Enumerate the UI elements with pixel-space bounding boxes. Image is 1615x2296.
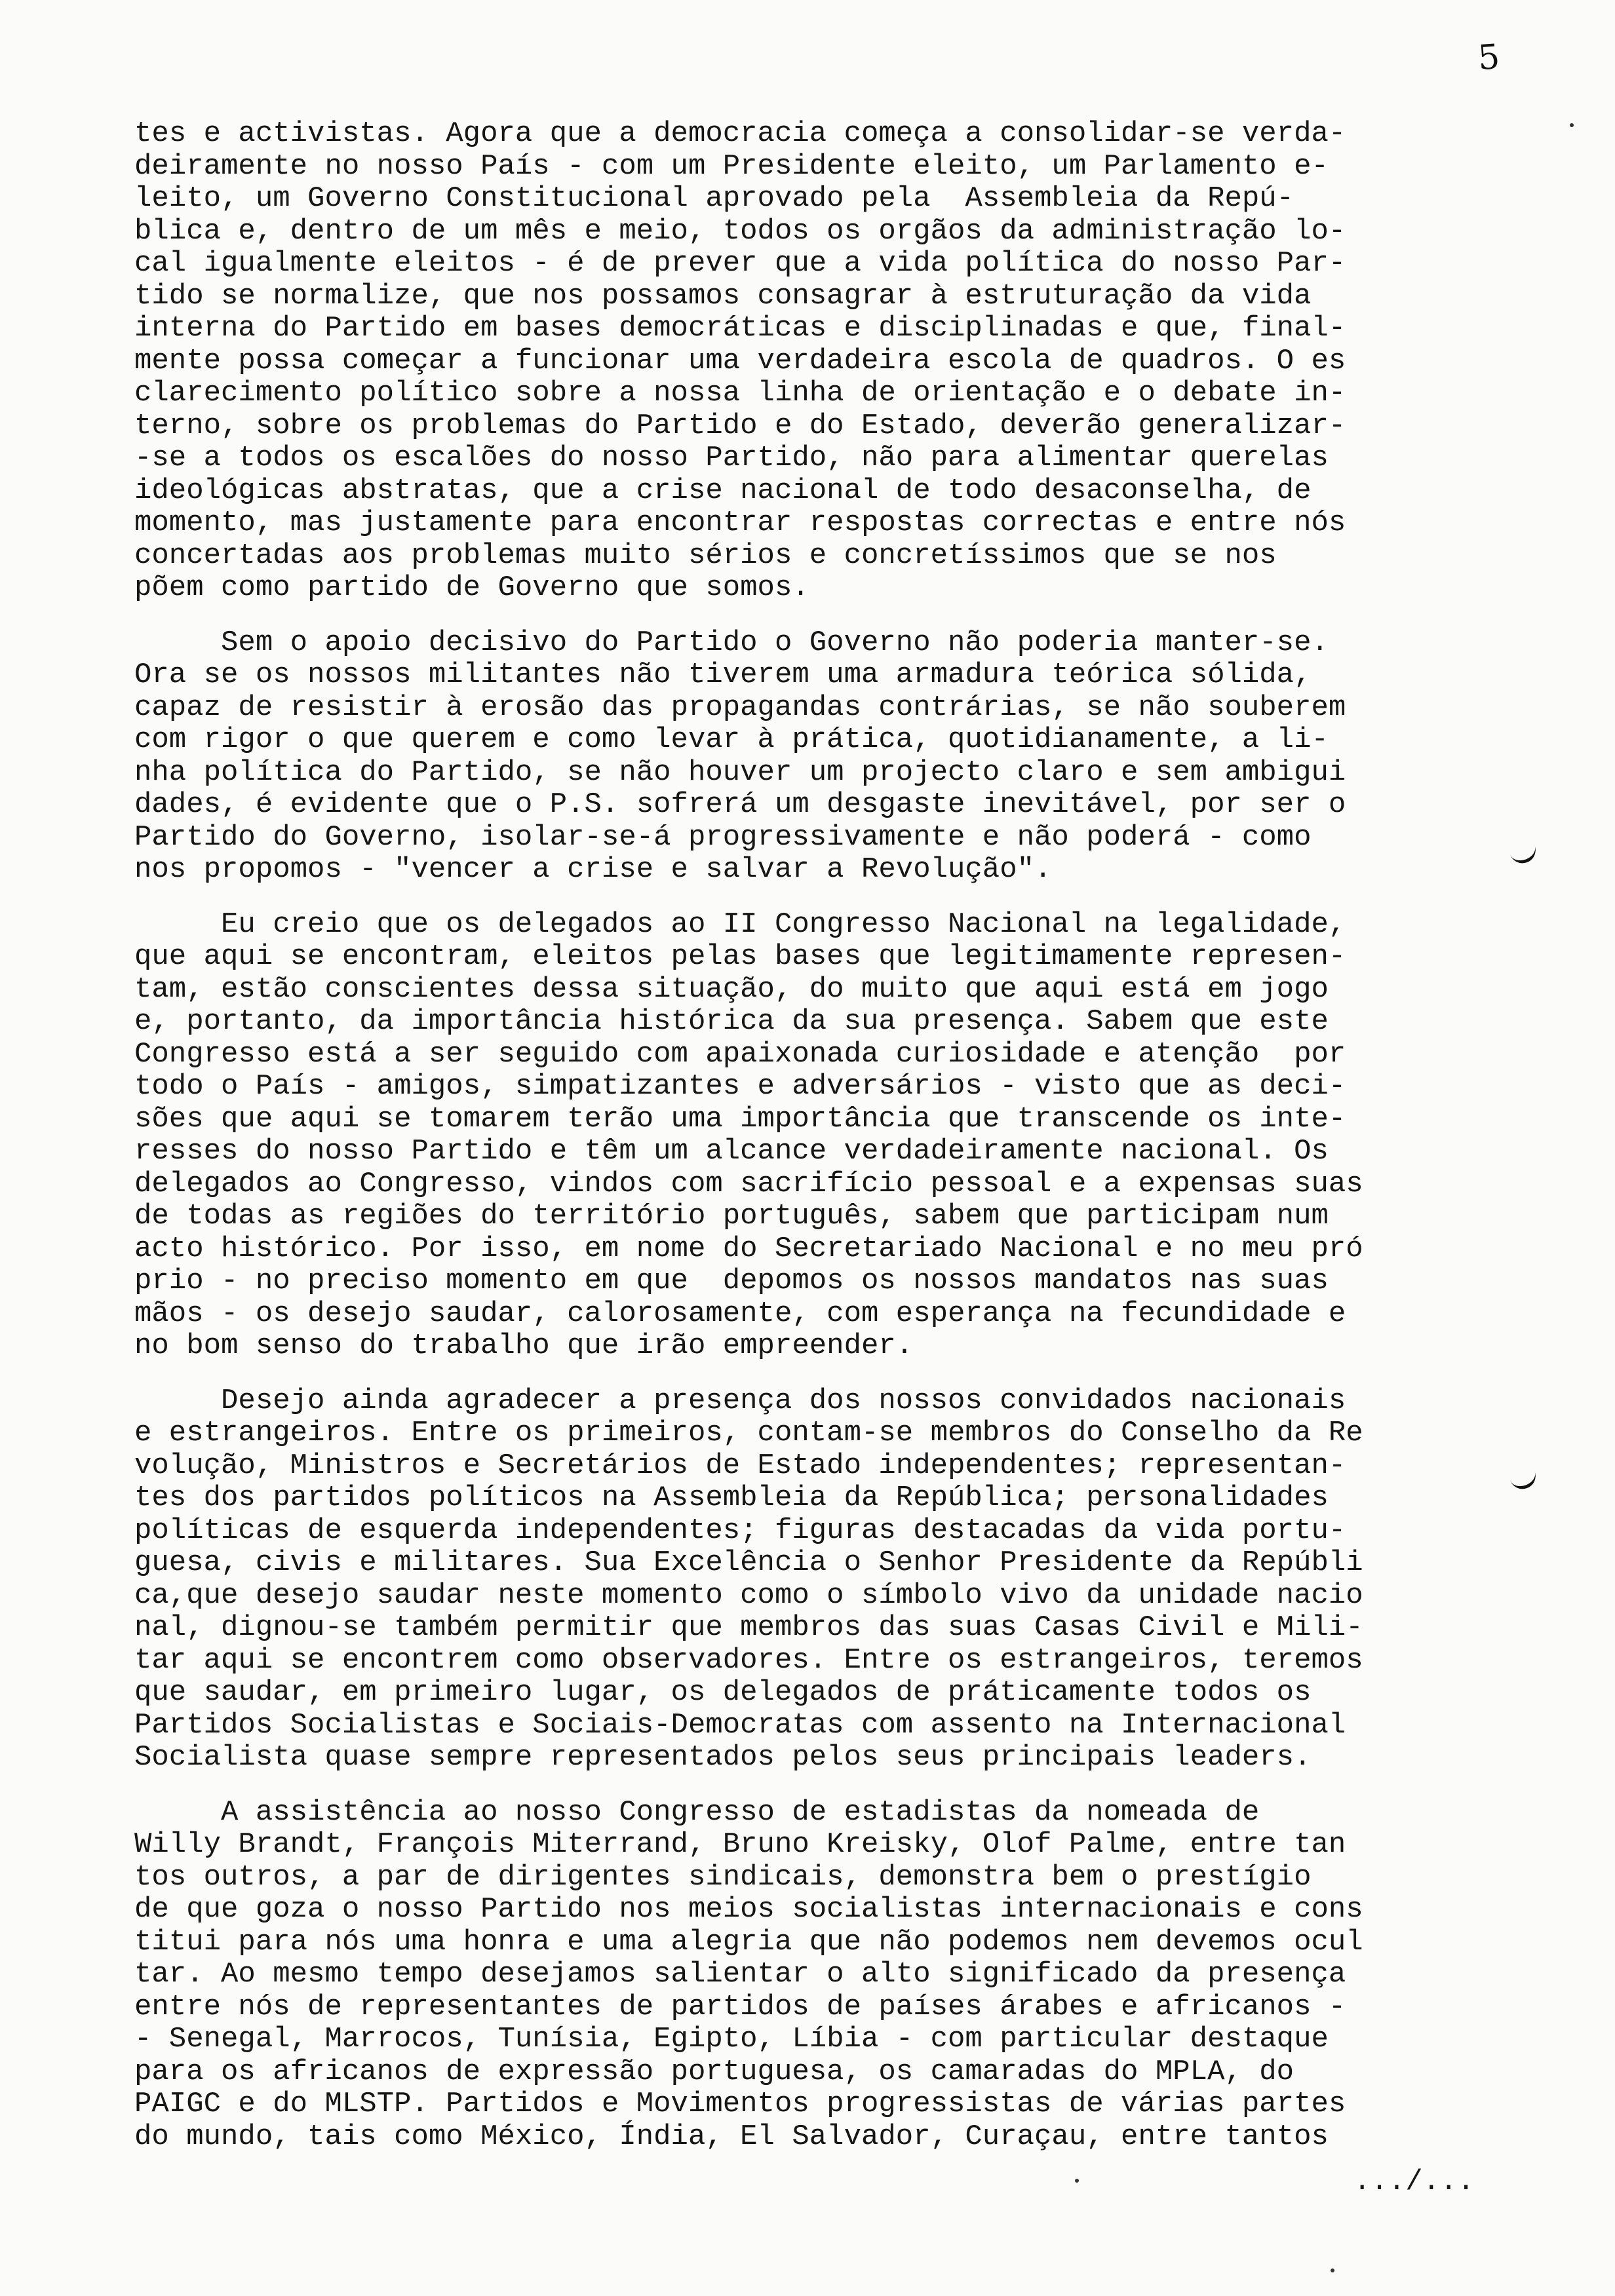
body-text: [134, 118, 1550, 2175]
paper-speck: [1075, 2179, 1079, 2183]
paper-speck: [1331, 2268, 1334, 2272]
continuation-marker: .../...: [1353, 2166, 1475, 2198]
paragraph-5: A assistência ao nosso Congresso de estadistas da nomeada de Willy Brandt, François Miterrand, Bruno Kreisky, Olof Palme, entre tan tos outros, a par de dirigentes sindicais, demonstra bem o prestígio de que goza o nosso Partido nos meios socialistas internacionais e cons titui para nós uma honra e uma alegria que não podemos nem devemos ocul tar. Ao mesmo tempo desejamos salientar o alto significado da presença entre nós de representantes de partidos de países árabes e africanos - - Senegal, Marrocos, Tunísia, Egipto, Líbia - com particular destaque para os africanos de expressão portuguesa, os camaradas do MPLA, do PAIGC e do MLSTP. Partidos e Movimentos progressistas de várias partes do mundo, tais como México, Índia, El Salvador, Curaçau, entre tantos: [134, 1795, 1363, 2153]
paragraph-4: Desejo ainda agradecer a presença dos nossos convidados nacionais e estrangeiros. Entre os primeiros, contam-se membros do Conselho da Re volução, Ministros e Secretários de Estado independentes; representan- tes dos partidos políticos na Assembleia da República; personalidades políticas de esquerda independentes; figuras destacadas da vida portu- guesa, civis e militares. Sua Excelência o Senhor Presidente da Repúbli ca,que desejo saudar neste momento como o símbolo vivo da unidade nacio nal, dignou-se também permitir que membros das suas Casas Civil e Mili- tar aqui se encontrem como observadores. Entre os estrangeiros, teremos que saudar, em primeiro lugar, os delegados de práticamente todos os Partidos Socialistas e Sociais-Democratas com assento na Internacional Socialista quase sempre representados pelos seus principais leaders.: [134, 1384, 1363, 1774]
paragraph-1: tes e activistas. Agora que a democracia começa a consolidar-se verda- deiramente no nosso País - com um Presidente eleito, um Parlamento e- leito, um Governo Constitucional aprovado pela Assembleia da Repú- blica e, dentro de um mês e meio, todos os orgãos da administração lo- cal igualmente eleitos - é de prever que a vida política do nosso Par- tido se normalize, que nos possamos consagrar à estruturação da vida interna do Partido em bases democráticas e disciplinadas e que, final- mente possa começar a funcionar uma verdadeira escola de quadros. O es clarecimento político sobre a nossa linha de orientação e o debate in- terno, sobre os problemas do Partido e do Estado, deverão generalizar- -se a todos os escalões do nosso Partido, não para alimentar querelas ideológicas abstratas, que a crise nacional de todo desaconselha, de momento, mas justamente para encontrar respostas correctas e entre nós concertadas aos problemas muito sérios e concretíssimos que se nos põem como partido de Governo que somos.: [134, 117, 1346, 604]
page-number: 5: [1476, 37, 1502, 79]
paragraph-3: Eu creio que os delegados ao II Congresso Nacional na legalidade, que aqui se encontram, eleitos pelas bases que legitimamente represen- tam, estão conscientes dessa situação, do muito que aqui está em jogo e, portanto, da importância histórica da sua presença. Sabem que este Congresso está a ser seguido com apaixonada curiosidade e atenção por todo o País - amigos, simpatizantes e adversários - visto que as deci- sões que aqui se tomarem terão uma importância que transcende os inte- resses do nosso Partido e têm um alcance verdadeiramente nacional. Os delegados ao Congresso, vindos com sacrifício pessoal e a expensas suas de todas as regiões do território português, sabem que participam num acto histórico. Por isso, em nome do Secretariado Nacional e no meu pró prio - no preciso momento em que depomos os nossos mandatos nas suas mãos - os desejo saudar, calorosamente, com esperança na fecundidade e no bom senso do trabalho que irão empreender.: [134, 908, 1363, 1362]
paper-speck: [1570, 123, 1574, 127]
paragraph-2: Sem o apoio decisivo do Partido o Governo não poderia manter-se. Ora se os nossos militantes não tiverem uma armadura teórica sólida, capaz de resistir à erosão das propagandas contrárias, se não souberem com rigor o que querem e como levar à prática, quotidianamente, a li- nha política do Partido, se não houver um projecto claro e sem ambigui dades, é evidente que o P.S. sofrerá um desgaste inevitável, por ser o Partido do Governo, isolar-se-á progressivamente e não poderá - como nos propomos - "vencer a crise e salvar a Revolução".: [134, 626, 1346, 886]
